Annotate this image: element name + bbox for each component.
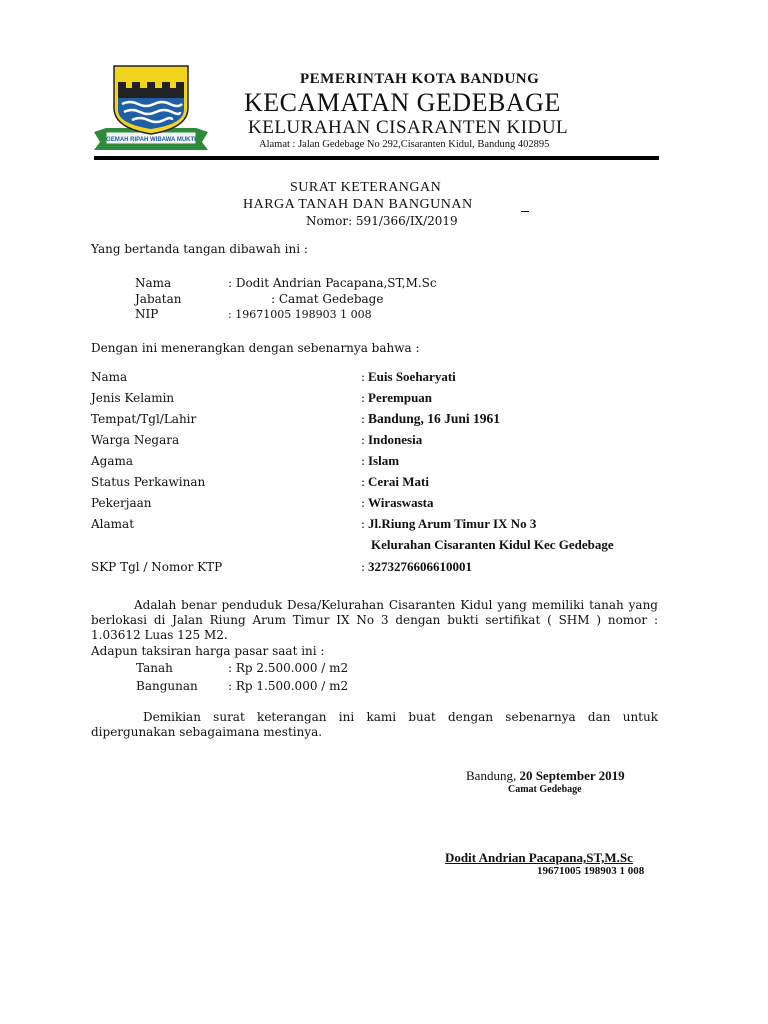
person-row-value: Cerai Mati bbox=[368, 474, 430, 489]
person-row-value: Euis Soeharyati bbox=[368, 369, 456, 384]
letterhead-subdistrict: KELURAHAN CISARANTEN KIDUL bbox=[248, 117, 569, 138]
letterhead-government: PEMERINTAH KOTA BANDUNG bbox=[300, 71, 540, 87]
person-row-colon: : bbox=[361, 370, 366, 384]
logo-motto: GEMAH RIPAH WIBAWA MUKTI bbox=[106, 137, 196, 143]
person-row-value: Wiraswasta bbox=[368, 495, 434, 510]
signer-nip-label: NIP bbox=[135, 307, 159, 321]
person-row-value: Jl.Riung Arum Timur IX No 3 bbox=[368, 516, 537, 531]
city-crest-logo bbox=[92, 62, 210, 154]
person-row-value: Perempuan bbox=[368, 390, 433, 405]
person-row-label: Agama bbox=[91, 454, 134, 468]
estimate-building-value: : Rp 1.500.000 / m2 bbox=[228, 679, 349, 693]
person-row-label: Jenis Kelamin bbox=[91, 391, 175, 405]
person-row-colon: : bbox=[361, 475, 366, 489]
signer-position-label: Jabatan bbox=[135, 292, 182, 306]
person-row-colon: : bbox=[361, 391, 366, 405]
signer-name-label: Nama bbox=[135, 276, 172, 290]
person-row-label: Pekerjaan bbox=[91, 496, 152, 510]
estimate-building-label: Bangunan bbox=[136, 679, 198, 693]
signer-nip-value: : 19671005 198903 1 008 bbox=[228, 308, 372, 321]
person-row-value: 3273276606610001 bbox=[368, 559, 472, 574]
letterhead-divider bbox=[94, 156, 659, 160]
person-row-colon: : bbox=[361, 496, 366, 510]
estimate-land-value: : Rp 2.500.000 / m2 bbox=[228, 661, 349, 675]
person-row-colon: : bbox=[361, 412, 366, 426]
person-row-label: SKP Tgl / Nomor KTP bbox=[91, 560, 223, 574]
signature-date: 20 September 2019 bbox=[519, 768, 625, 783]
closing-paragraph: Demikian surat keterangan ini kami buat dengan sebenarnya dan untuk dipergunakan sebagaimana mestinya. bbox=[91, 710, 658, 739]
signature-name: Dodit Andrian Pacapana,ST,M.Sc bbox=[445, 850, 633, 865]
signer-position-value: : Camat Gedebage bbox=[271, 292, 384, 306]
letterhead-district: KECAMATAN GEDEBAGE bbox=[244, 88, 561, 117]
subtitle-underline bbox=[521, 211, 529, 212]
letterhead-address: Alamat : Jalan Gedebage No 292,Cisaranten Kidul, Bandung 402895 bbox=[259, 139, 550, 150]
person-row-label: Alamat bbox=[91, 517, 135, 531]
person-row-colon: : bbox=[361, 433, 366, 447]
estimate-intro: Adapun taksiran harga pasar saat ini : bbox=[91, 644, 325, 658]
signature-place: Bandung, bbox=[466, 768, 520, 783]
person-row-label: Warga Negara bbox=[91, 433, 180, 447]
signer-name-value: : Dodit Andrian Pacapana,ST,M.Sc bbox=[228, 276, 437, 290]
person-row-colon: : bbox=[361, 454, 366, 468]
person-row-value: Kelurahan Cisaranten Kidul Kec Gedebage bbox=[371, 537, 614, 552]
person-row-value: Bandung, 16 Juni 1961 bbox=[368, 411, 501, 426]
person-row-colon: : bbox=[361, 560, 366, 574]
paragraph-ownership: Adalah benar penduduk Desa/Kelurahan Cisaranten Kidul yang memiliki tanah yang berlokasi di Jalan Riung Arum Timur IX No 3 dengan bukti sertifikat ( SHM ) nomor : 1.03612 Luas 125 M2. bbox=[91, 598, 658, 642]
signature-place-date bbox=[466, 768, 625, 784]
document-title: SURAT KETERANGAN bbox=[290, 180, 442, 195]
person-row-value: Islam bbox=[368, 453, 400, 468]
statement-text: Dengan ini menerangkan dengan sebenarnya bahwa : bbox=[91, 341, 420, 355]
person-row-label: Status Perkawinan bbox=[91, 475, 206, 489]
document-number: Nomor: 591/366/IX/2019 bbox=[306, 214, 458, 228]
signature-position: Camat Gedebage bbox=[508, 784, 582, 795]
signature-nip: 19671005 198903 1 008 bbox=[537, 865, 645, 877]
intro-text: Yang bertanda tangan dibawah ini : bbox=[91, 242, 308, 256]
person-row-label: Tempat/Tgl/Lahir bbox=[91, 412, 197, 426]
person-row-label: Nama bbox=[91, 370, 128, 384]
document-subtitle: HARGA TANAH DAN BANGUNAN bbox=[243, 197, 473, 212]
person-row-value: Indonesia bbox=[368, 432, 423, 447]
person-row-colon: : bbox=[361, 517, 366, 531]
estimate-land-label: Tanah bbox=[136, 661, 173, 675]
